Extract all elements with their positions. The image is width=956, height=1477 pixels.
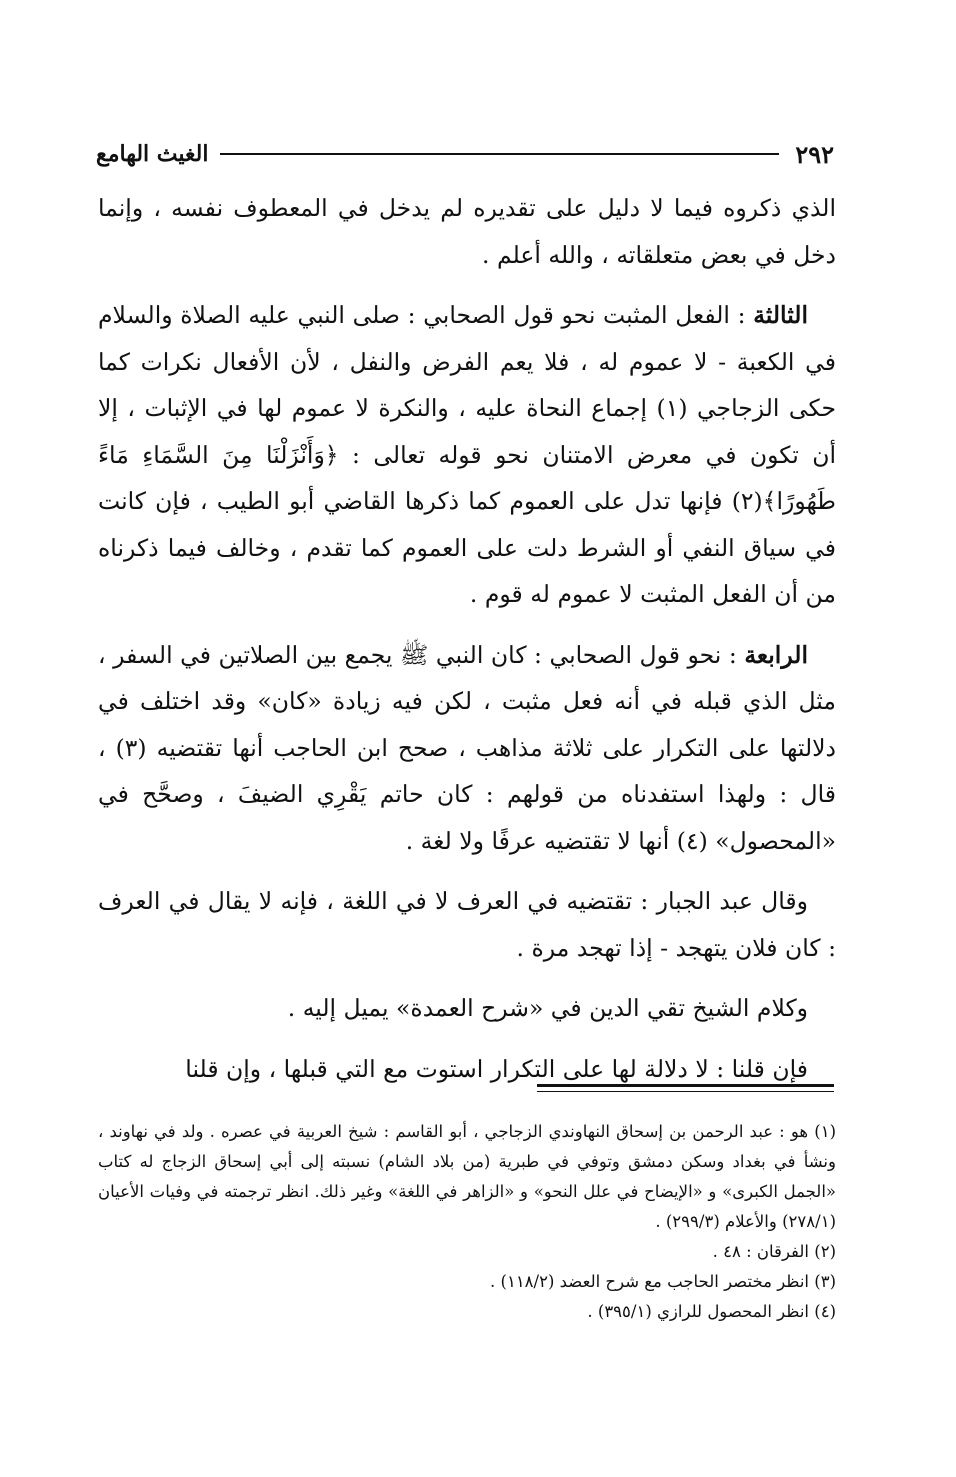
paragraph-3-heading: الرابعة	[744, 640, 808, 669]
paragraph-4: وقال عبد الجبار : تقتضيه في العرف لا في اللغة ، فإنه لا يقال في العرف : كان فلان يتهجد - إذا تهجد مرة .	[98, 887, 836, 962]
paragraph-1: الذي ذكروه فيما لا دليل على تقديره لم يدخل في المعطوف نفسه ، وإنما دخل في بعض متعلقاته ، والله أعلم .	[98, 194, 836, 269]
footnote-rule-thin	[537, 1091, 834, 1092]
footnote-2: (٢) الفرقان : ٤٨ .	[712, 1242, 836, 1261]
paragraph-2-heading: الثالثة	[753, 301, 808, 329]
paragraph-5: وكلام الشيخ تقي الدين في «شرح العمدة» يميل إليه .	[287, 994, 808, 1022]
paragraph-2	[98, 292, 836, 618]
paragraph-3-text: : نحو قول الصحابي : كان النبي ﷺ يجمع بين الصلاتين في السفر ، مثل الذي قبله في أنه فعل مثبت ، لكن فيه زيادة «كان» وقد اختلف في دلالتها على التكرار على ثلاثة مذاهب ، صحح ابن الحاجب أنها تقتضيه (٣) ، قال : ولهذا استفدناه من قولهم : كان حاتم يَقْرِي الضيفَ ، وصحَّح في «المحصول» (٤) أنها لا تقتضيه عرفًا ولا لغة .	[98, 640, 836, 855]
header-rule	[220, 153, 779, 155]
paragraph-2-text: : الفعل المثبت نحو قول الصحابي : صلى النبي عليه الصلاة والسلام في الكعبة - لا عموم له ، فلا يعم الفرض والنفل ، لأن الأفعال نكرات كما حكى الزجاجي (١) إجماع النحاة عليه ، والنكرة لا عموم لها في الإثبات ، إلا أن تكون في معرض الامتنان نحو قوله تعالى : ﴿وَأَنْزَلْنَا مِنَ السَّمَاءِ مَاءً طَهُورًا﴾(٢) فإنها تدل على العموم كما ذكرها القاضي أبو الطيب ، فإن كانت في سياق النفي أو الشرط دلت على العموم كما تقدم ، وخالف فيما ذكرناه من أن الفعل المثبت لا عموم له قوم .	[98, 301, 836, 608]
footnote-separator	[537, 1084, 834, 1092]
footnote-3: (٣) انظر مختصر الحاجب مع شرح العضد (١١٨/٢) .	[490, 1272, 836, 1291]
footnotes	[98, 1117, 836, 1327]
footnote-rule-thick	[537, 1084, 834, 1087]
running-header	[96, 134, 834, 174]
paragraph-3	[98, 632, 836, 865]
footnote-1: (١) هو : عبد الرحمن بن إسحاق النهاوندي الزجاجي ، أبو القاسم : شيخ العربية في عصره . ولد في نهاوند ، ونشأ في بغداد وسكن دمشق وتوفي في طبرية (من بلاد الشام) نسبته إلى أبي إسحاق الزجاج له كتاب «الجمل الكبرى» و «الإيضاح في علل النحو» و «الزاهر في اللغة» وغير ذلك. انظر ترجمته في وفيات الأعيان (٢٧٨/١) والأعلام (٢٩٩/٣) .	[98, 1122, 836, 1231]
page-number: ٢٩٢	[795, 139, 834, 169]
book-title: الغيث الهامع	[96, 141, 209, 167]
body-text	[98, 185, 836, 1106]
paragraph-6: فإن قلنا : لا دلالة لها على التكرار استوت مع التي قبلها ، وإن قلنا	[185, 1054, 808, 1083]
footnote-4: (٤) انظر المحصول للرازي (٣٩٥/١) .	[587, 1302, 836, 1321]
